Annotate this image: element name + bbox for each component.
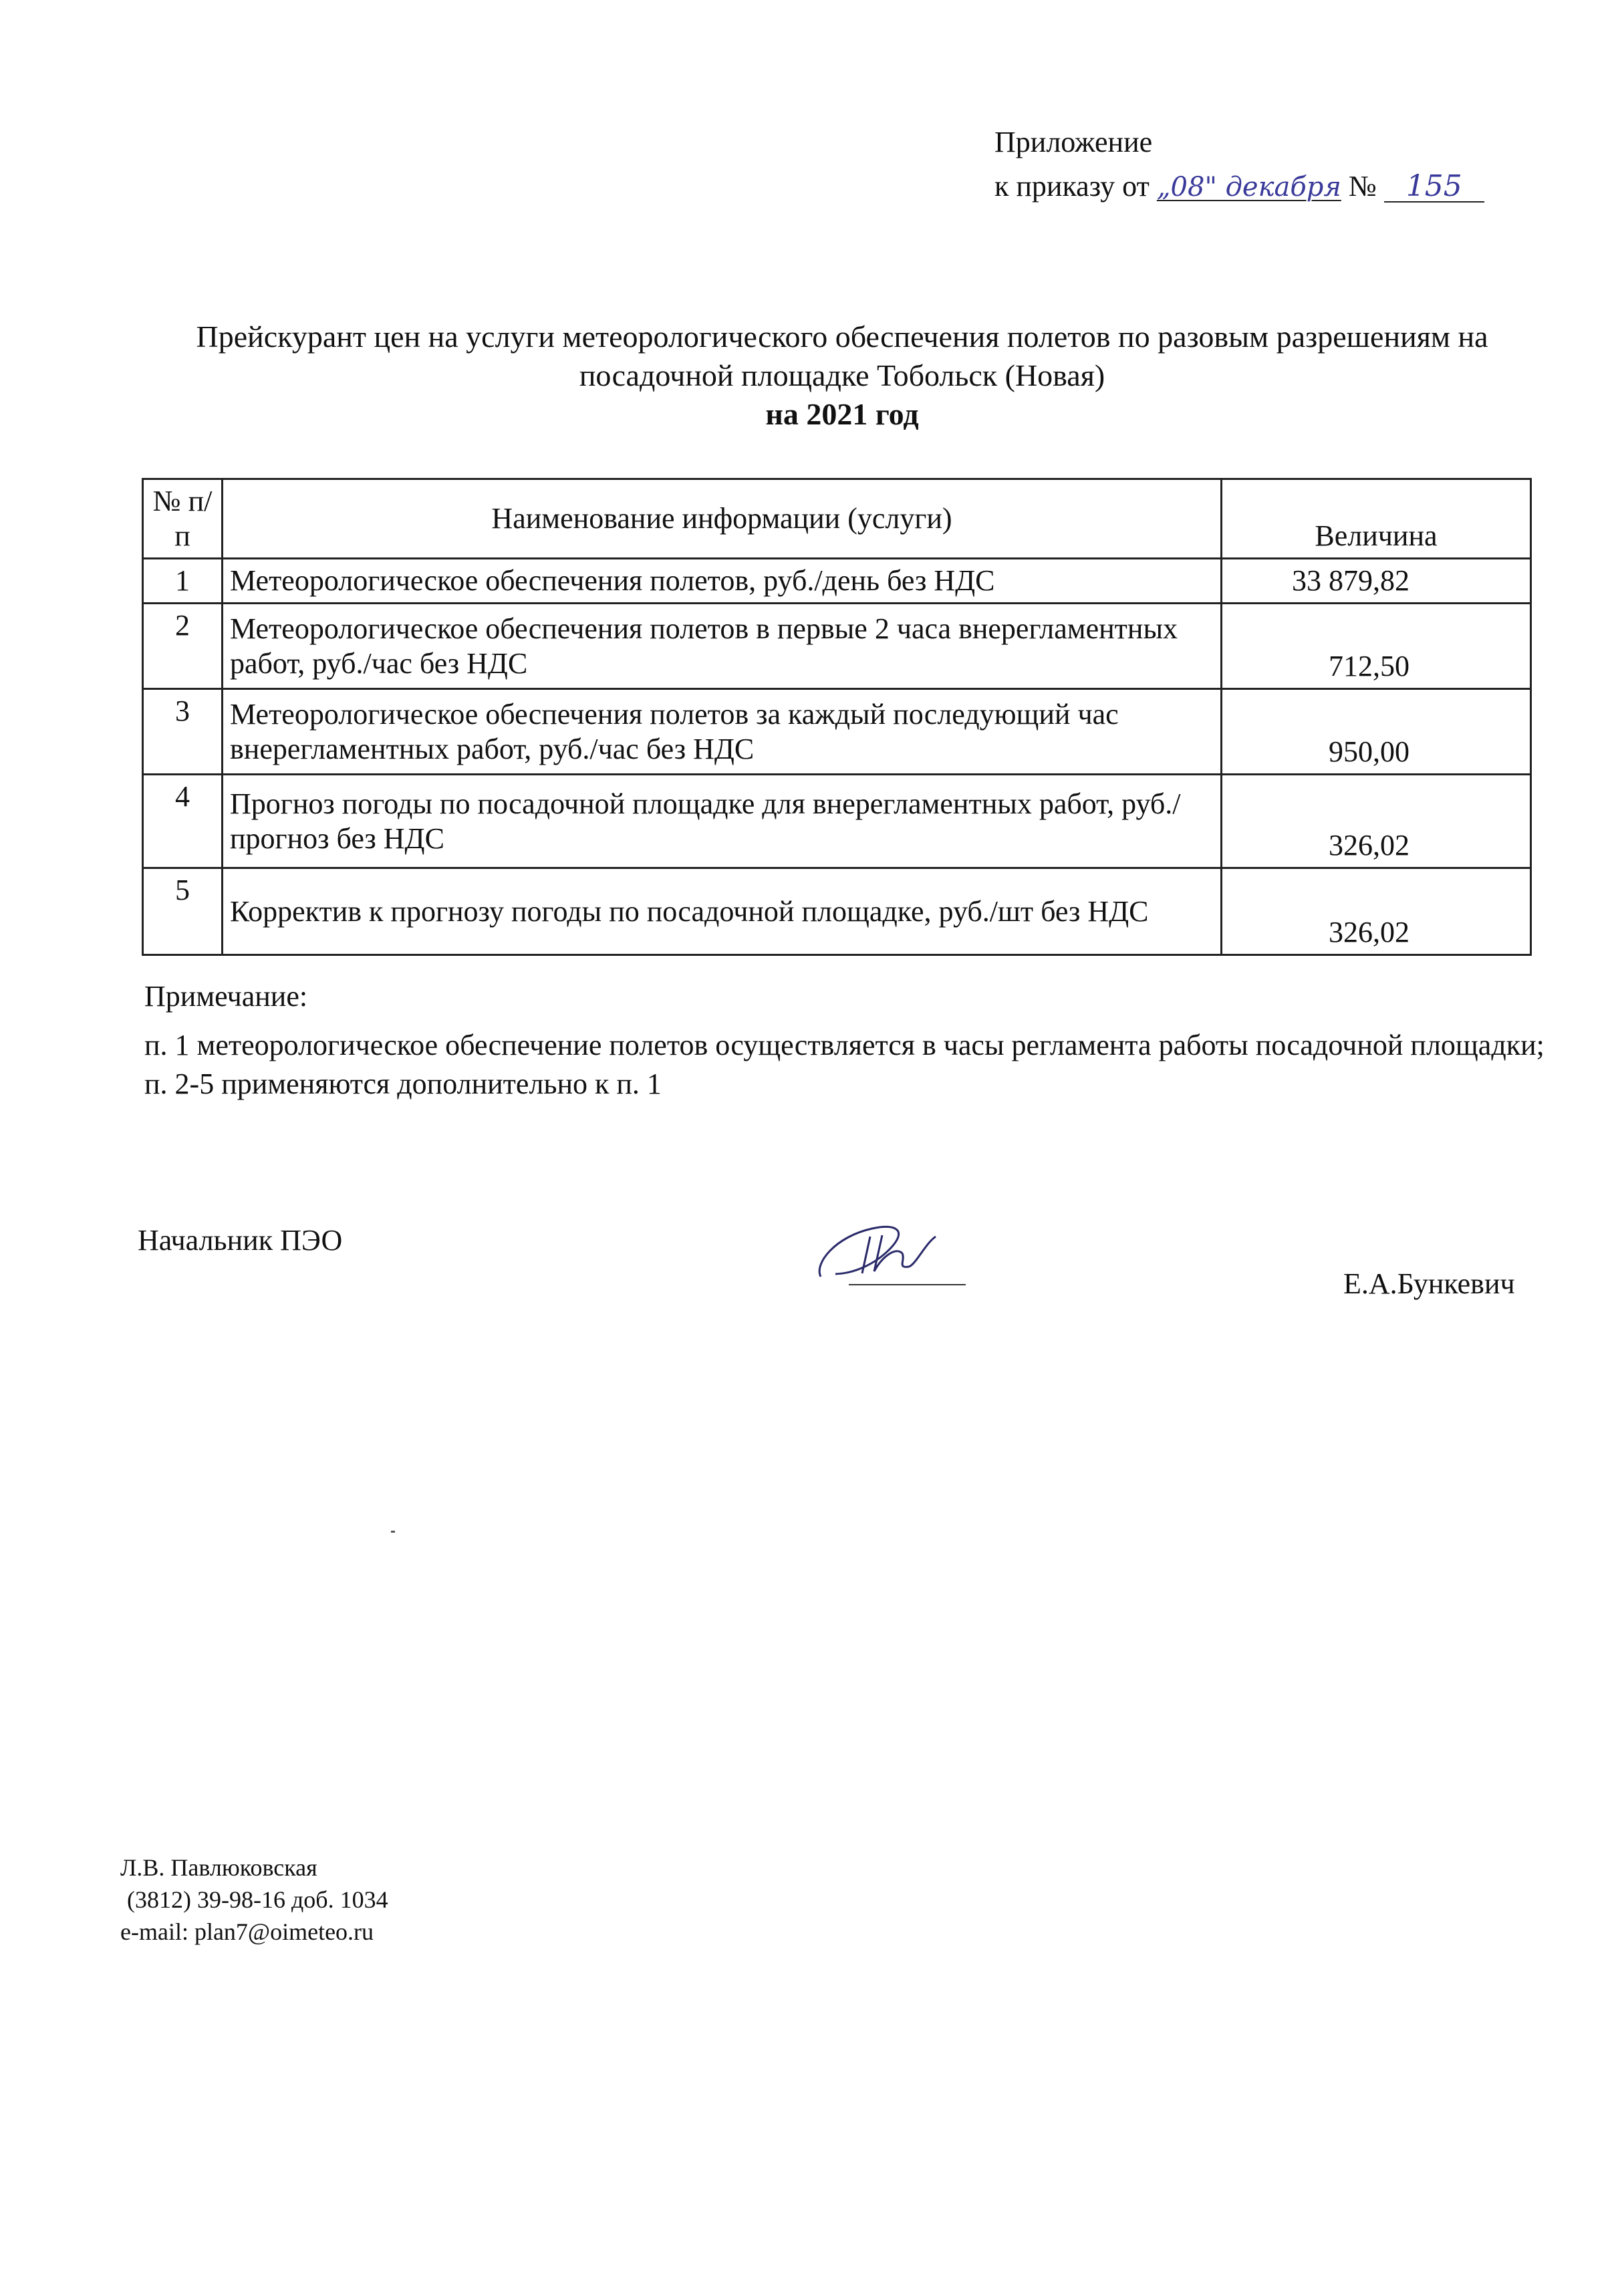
order-number-label: № bbox=[1348, 170, 1377, 203]
row-number: 1 bbox=[143, 559, 223, 604]
title-year: на 2021 год bbox=[765, 397, 919, 431]
contacts-block bbox=[120, 1852, 388, 1948]
row-value: 326,02 bbox=[1222, 868, 1531, 955]
note-line-1: п. 1 метеорологическое обеспечение полетов осуществляется в часы регламента работы посадочной площадки; bbox=[144, 1029, 1545, 1061]
signer-position: Начальник ПЭО bbox=[138, 1224, 343, 1257]
signer-name: Е.А.Бункевич bbox=[1343, 1267, 1515, 1300]
price-table bbox=[142, 478, 1532, 956]
row-number: 5 bbox=[143, 868, 223, 955]
note-line-2: п. 2-5 применяются дополнительно к п. 1 bbox=[144, 1067, 662, 1100]
header-service-name: Наименование информации (услуги) bbox=[223, 479, 1222, 559]
row-value: 712,50 bbox=[1222, 604, 1531, 689]
contact-email: e-mail: plan7@oimeteo.ru bbox=[120, 1918, 374, 1945]
order-number-handwritten: 155 bbox=[1384, 172, 1484, 203]
order-prefix: к приказу от bbox=[994, 170, 1150, 203]
order-date-handwritten: „08" декабря bbox=[1156, 172, 1341, 203]
row-service-name: Метеорологическое обеспечения полетов, руб./день без НДС bbox=[223, 559, 1222, 604]
appendix-block bbox=[994, 120, 1484, 209]
appendix-label: Приложение bbox=[994, 126, 1153, 158]
row-number: 4 bbox=[143, 775, 223, 868]
row-number: 2 bbox=[143, 604, 223, 689]
appendix-order-line bbox=[994, 164, 1484, 209]
row-number: 3 bbox=[143, 689, 223, 775]
row-service-name: Метеорологическое обеспечения полетов за каждый последующий час внерегламентных работ, руб./час без НДС bbox=[223, 689, 1222, 775]
header-value: Величина bbox=[1222, 479, 1531, 559]
table-row bbox=[143, 559, 1531, 604]
row-service-name: Корректив к прогнозу погоды по посадочной площадке, руб./шт без НДС bbox=[223, 868, 1222, 955]
row-service-name: Прогноз погоды по посадочной площадке для внерегламентных работ, руб./прогноз без НДС bbox=[223, 775, 1222, 868]
table-header-row bbox=[143, 479, 1531, 559]
row-value: 33 879,82 bbox=[1222, 559, 1531, 604]
title-line-2: посадочной площадке Тобольск (Новая) bbox=[579, 358, 1105, 392]
table-row bbox=[143, 868, 1531, 955]
row-value: 326,02 bbox=[1222, 775, 1531, 868]
row-service-name: Метеорологическое обеспечения полетов в первые 2 часа внерегламентных работ, руб./час без НДС bbox=[223, 604, 1222, 689]
note-title: Примечание: bbox=[144, 980, 308, 1013]
title-line-1: Прейскурант цен на услуги метеорологического обеспечения полетов по разовым разрешениям на bbox=[196, 320, 1488, 354]
handwritten-signature-icon bbox=[809, 1210, 969, 1290]
document-title bbox=[120, 317, 1564, 434]
table-row bbox=[143, 689, 1531, 775]
scan-speck bbox=[391, 1531, 395, 1533]
table-row bbox=[143, 604, 1531, 689]
contact-phone: (3812) 39-98-16 доб. 1034 bbox=[127, 1886, 388, 1913]
note-body bbox=[144, 1026, 1548, 1104]
row-value: 950,00 bbox=[1222, 689, 1531, 775]
header-number: № п/п bbox=[143, 479, 223, 559]
table-row bbox=[143, 775, 1531, 868]
contact-person: Л.В. Павлюковская bbox=[120, 1854, 317, 1881]
